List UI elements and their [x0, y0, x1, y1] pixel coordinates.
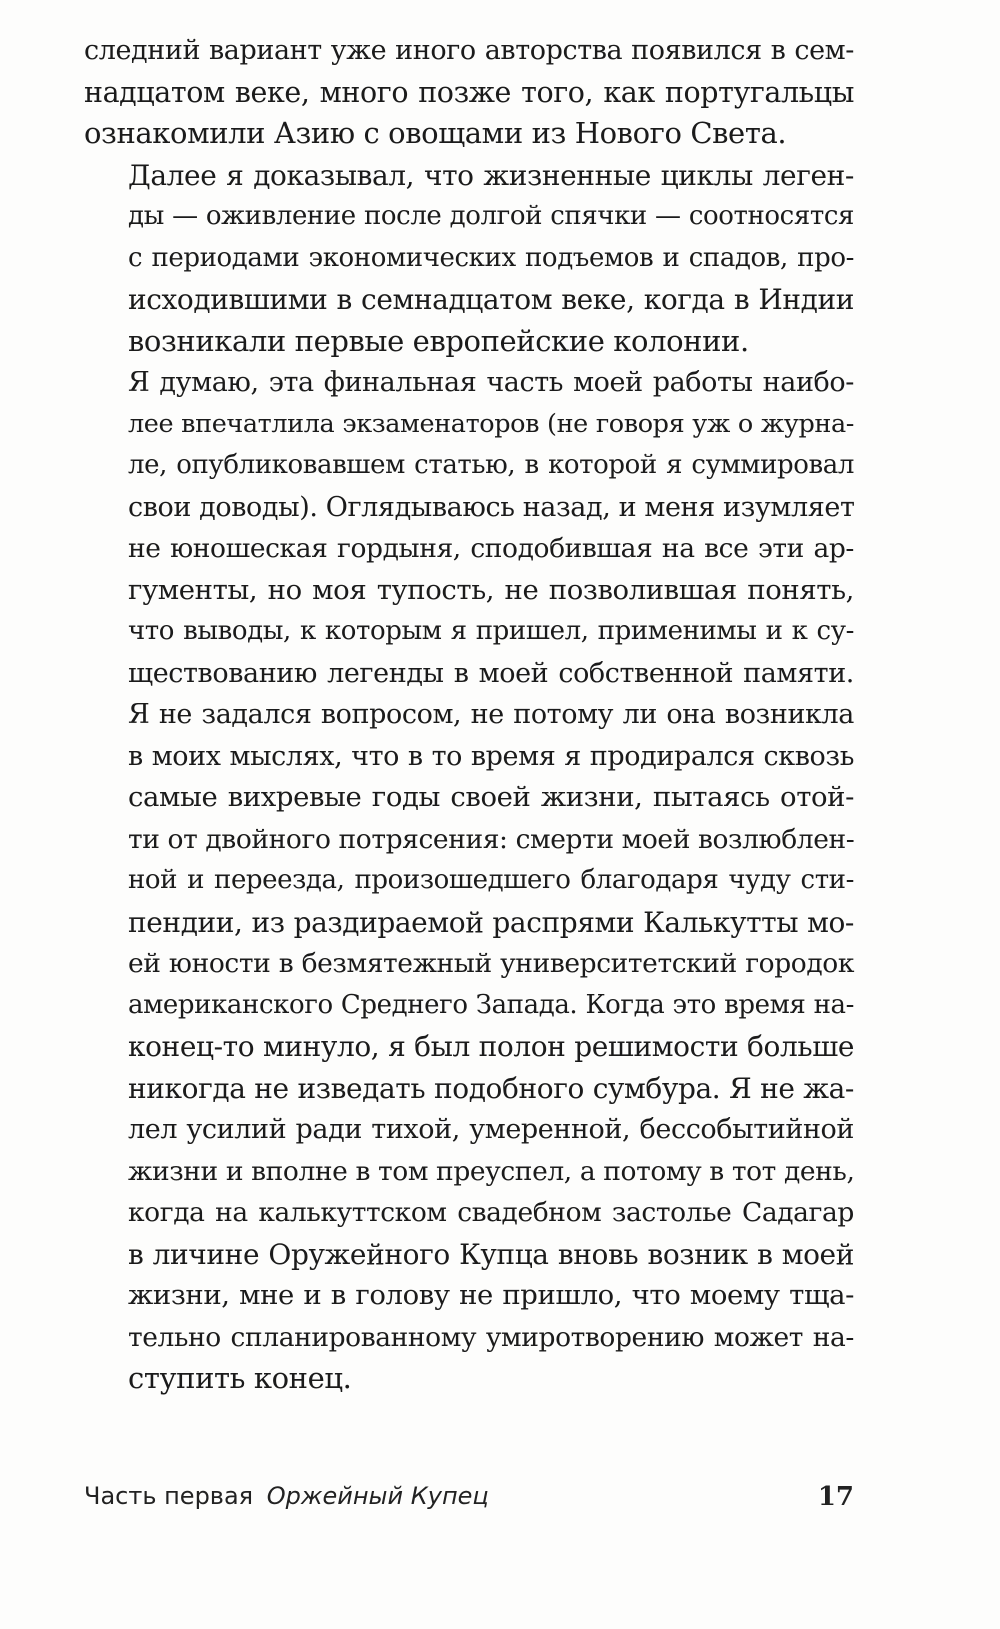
text-line: американского Среднего Запада. Когда это время на-: [128, 989, 854, 1020]
text-line: гументы, но моя тупость, не позволившая понять,: [128, 573, 854, 606]
running-head: [84, 1482, 489, 1510]
section-label: Часть первая: [84, 1482, 254, 1510]
text-line: пендии, из раздираемой распрями Калькутты мо-: [128, 905, 854, 939]
paragraph: [84, 155, 854, 363]
text-line: ле, опубликовавшем статью, в которой я суммировал: [128, 450, 854, 480]
text-line: в моих мыслях, что в то время я продирался сквозь: [128, 740, 854, 772]
text-line: когда на калькуттском свадебном застолье Садагар: [128, 1197, 854, 1228]
text-line: в личине Оружейного Купца вновь возник в моей: [128, 1237, 854, 1271]
text-line: Я думаю, эта финальная часть моей работы наибо-: [128, 367, 854, 398]
paragraph: [84, 30, 854, 155]
text-line: что выводы, к которым я пришел, применимы и к су-: [128, 616, 854, 646]
page-number: 17: [817, 1482, 854, 1512]
text-line: Далее я доказывал, что жизненные циклы леген-: [128, 158, 854, 192]
text-line: конец-то минуло, я был полон решимости больше: [128, 1030, 854, 1063]
text-line: ступить конец.: [128, 1361, 352, 1395]
text-line: лел усилий ради тихой, умеренной, бессобытийной: [128, 1114, 854, 1145]
text-line: ществованию легенды в моей собственной памяти.: [128, 657, 854, 689]
text-line: никогда не изведать подобного сумбура. Я не жа-: [128, 1071, 854, 1105]
text-line: самые вихревые годы своей жизни, пытаясь отой-: [128, 781, 854, 813]
text-line: ознакомили Азию с овощами из Нового Света.: [84, 116, 787, 150]
paragraph: [84, 362, 854, 1400]
text-line: свои доводы). Оглядываюсь назад, и меня изумляет: [128, 491, 855, 523]
text-line: Я не задался вопросом, не потому ли она возникла: [128, 699, 854, 730]
text-line: жизни и вполне в том преуспел, а потому в тот день,: [128, 1155, 855, 1187]
text-line: с периодами экономических подъемов и спадов, про-: [128, 242, 854, 273]
text-line: тельно спланированному умиротворению может на-: [128, 1321, 854, 1353]
text-line: возникали первые европейские колонии.: [128, 323, 749, 358]
text-line: ды — оживление после долгой спячки — соотносятся: [128, 201, 854, 231]
page-footer: [84, 1482, 854, 1522]
text-line: следний вариант уже иного авторства появился в сем-: [84, 35, 854, 66]
text-line: надцатом веке, много позже того, как португальцы: [84, 75, 854, 109]
text-line: лее впечатлила экзаменаторов (не говоря уж о журна-: [128, 408, 854, 439]
chapter-title: Оржейный Купец: [266, 1482, 489, 1510]
text-line: жизни, мне и в голову не пришло, что моему тща-: [128, 1279, 854, 1311]
text-line: ти от двойного потрясения: смерти моей возлюблен-: [128, 823, 855, 855]
text-line: исходившими в семнадцатом веке, когда в Индии: [128, 283, 854, 316]
body-text: [84, 30, 854, 1400]
text-line: не юношеская гордыня, сподобившая на все эти ар-: [128, 533, 854, 564]
text-line: ной и переезда, произошедшего благодаря чуду сти-: [128, 865, 854, 895]
text-line: ей юности в безмятежный университетский городок: [128, 948, 854, 979]
